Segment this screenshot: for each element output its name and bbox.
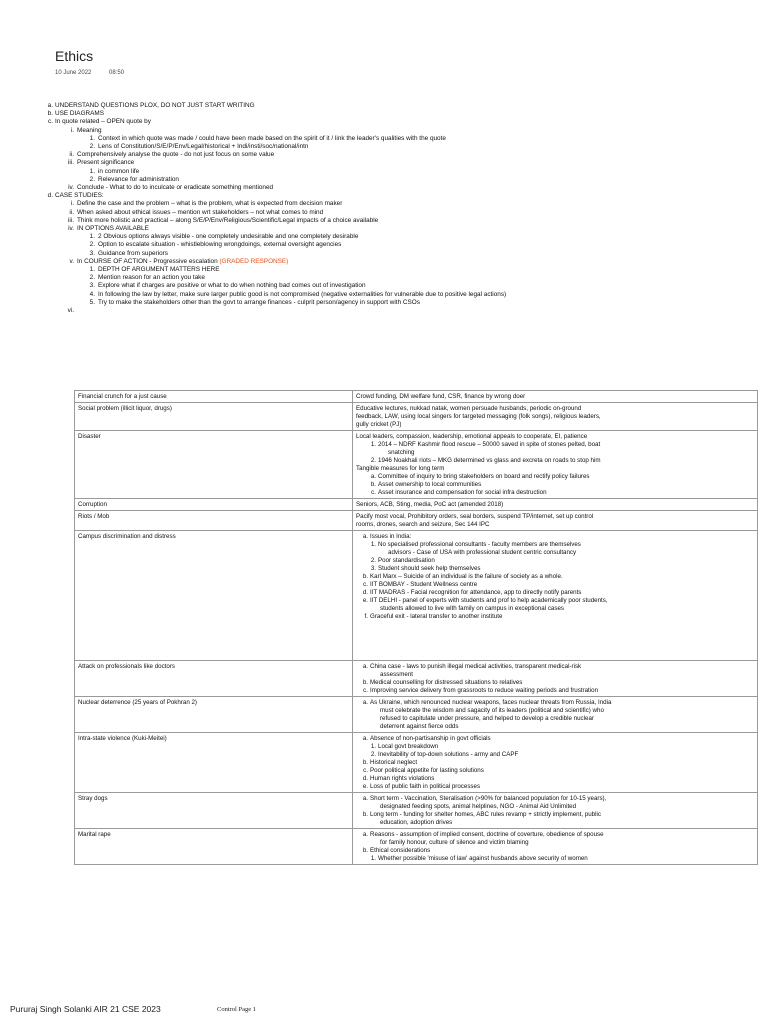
response-line — [356, 521, 754, 529]
line-text: Pacify most vocal, Prohibitory orders, seal borders, suspend TP/internet, set up control — [356, 512, 594, 520]
line-text: for family honour, culture of silence and victim blaming — [380, 838, 529, 846]
response-line — [356, 473, 754, 481]
line-text: rooms, drones, search and seizure, Sec 144 IPC — [356, 520, 490, 528]
response-line — [356, 513, 754, 521]
item-marker: 2. — [89, 274, 95, 282]
item-text: Context in which quote was made / could have been made based on the spirit of it / link the leader's qualities with the quote — [98, 134, 446, 142]
line-text: Reasons - assumption of implied consent, doctrine of coverture, obedience of spouse — [370, 830, 604, 838]
item-text: 2 Obvious options always visible - one completely undesirable and one completely desirable — [98, 233, 359, 241]
item-marker: 3. — [89, 249, 95, 257]
note-date: 10 June 2022 — [55, 70, 92, 76]
outline-item — [0, 200, 768, 208]
outline-item — [0, 233, 768, 241]
line-text: Medical counselling for distressed situations to relatives — [370, 678, 523, 686]
response-line — [356, 433, 754, 441]
item-marker: d. — [47, 192, 53, 200]
line-marker: b. — [362, 846, 368, 854]
response-line — [356, 421, 754, 429]
footer-page: Control Page 1 — [217, 1006, 256, 1013]
case-response-cell — [353, 511, 758, 531]
line-text: advisors - Case of USA with professional student centric consultancy — [388, 548, 577, 556]
line-text: Issues in India: — [370, 532, 412, 540]
case-response-cell — [353, 431, 758, 499]
case-response-cell — [353, 661, 758, 697]
response-line — [356, 501, 754, 509]
item-text: in common life — [98, 167, 140, 175]
outline-item — [0, 102, 768, 110]
outline-item — [0, 258, 768, 266]
table-row — [75, 531, 758, 661]
case-response-cell — [353, 829, 758, 865]
line-text: Local leaders, compassion, leadership, emotional appeals to cooperate, EI, patience — [356, 432, 588, 440]
table-row — [75, 511, 758, 531]
line-marker: b. — [362, 758, 368, 766]
outline-item — [0, 168, 768, 176]
outline-item — [0, 299, 768, 307]
graded-response-highlight: (GRADED RESPONSE) — [219, 257, 289, 265]
line-text: Improving service delivery from grassroots to reduce waiting periods and frustration — [370, 686, 599, 694]
response-line — [356, 687, 754, 695]
response-line — [356, 457, 754, 465]
line-text: 1946 Noakhali riots – MKG determined vs glass and excreta on roads to stop him — [378, 456, 601, 464]
item-marker: 3. — [89, 282, 95, 290]
line-text: must celebrate the wisdom and sagacity of its leaders (political and scientific) who — [380, 706, 604, 714]
line-text: Loss of public faith in political processes — [370, 782, 481, 790]
line-text: Karl Marx – Suicide of an individual is the failure of society as a whole. — [370, 572, 563, 580]
case-name-cell: Riots / Mob — [75, 511, 353, 531]
response-line — [356, 573, 754, 581]
line-text: China case - laws to punish illegal medical activities, transparent medical-risk — [370, 662, 582, 670]
item-text: Think more holistic and practical – along S/E/P/Env/Religious/Scientific/Legal impacts of a choice available — [77, 216, 379, 224]
line-text: feedback, LAW, using local singers for targeted messaging (folk songs), religious leaders, — [356, 412, 601, 420]
response-line — [356, 441, 754, 449]
response-line — [356, 819, 754, 827]
outline-item — [0, 176, 768, 184]
case-response-cell — [353, 531, 758, 661]
outline-item — [0, 151, 768, 159]
response-line — [356, 597, 754, 605]
item-marker: 1. — [89, 167, 95, 175]
item-marker: ii. — [69, 151, 74, 159]
outline-item — [0, 209, 768, 217]
item-marker: i. — [70, 200, 74, 208]
item-marker: 2. — [89, 175, 95, 183]
item-text: UNDERSTAND QUESTIONS PLOX, DO NOT JUST START WRITING — [55, 102, 255, 109]
response-line — [356, 541, 754, 549]
outline-item — [0, 274, 768, 282]
response-line — [356, 663, 754, 671]
table-row — [75, 829, 758, 865]
footer-author: Pururaj Singh Solanki AIR 21 CSE 2023 — [10, 1004, 161, 1014]
item-text: Option to escalate situation - whistleblowing wrongdoings, external oversight agencies — [98, 241, 342, 249]
item-text: Guidance from superiors — [98, 249, 168, 257]
item-marker: 1. — [89, 134, 95, 142]
case-response-cell — [353, 403, 758, 431]
response-line — [356, 589, 754, 597]
item-marker: 4. — [89, 290, 95, 298]
case-name-cell: Marital rape — [75, 829, 353, 865]
case-name-cell: Nuclear deterrence (25 years of Pokhran 2) — [75, 697, 353, 733]
table-row — [75, 793, 758, 829]
item-text: Relevance for administration — [98, 175, 179, 183]
line-text: Poor political appetite for lasting solutions — [370, 766, 484, 774]
response-line — [356, 565, 754, 573]
response-line — [356, 481, 754, 489]
line-marker: 3. — [370, 564, 376, 572]
line-marker: c. — [371, 488, 376, 496]
line-marker: f. — [364, 612, 368, 620]
response-line — [356, 735, 754, 743]
response-line — [356, 699, 754, 707]
line-text: Ethical considerations — [370, 846, 431, 854]
line-marker: a. — [362, 734, 368, 742]
response-line — [356, 549, 754, 557]
outline-item — [0, 217, 768, 225]
response-line — [356, 533, 754, 541]
item-marker: c. — [48, 118, 53, 126]
item-text: Comprehensively analyse the quote - do not just focus on some value — [77, 151, 275, 159]
response-line — [356, 581, 754, 589]
line-text: Graceful exit - lateral transfer to another institute — [370, 612, 503, 620]
case-study-table — [74, 390, 758, 865]
line-marker: a. — [362, 662, 368, 670]
outline-item — [0, 184, 768, 192]
line-marker: c. — [363, 686, 368, 694]
line-text: 2014 – NDRF Kashmir flood rescue – 50000 saved in spite of stones pelted, boat — [378, 440, 601, 448]
item-text: In quote related – OPEN quote by — [55, 118, 151, 126]
item-text: CASE STUDIES: — [55, 192, 104, 200]
line-text: Poor standardisation — [378, 556, 435, 564]
table-row — [75, 391, 758, 403]
item-marker: vi. — [67, 307, 74, 315]
response-line — [356, 613, 754, 621]
response-line — [356, 465, 754, 473]
line-text: As Ukraine, which renounced nuclear weapons, faces nuclear threats from Russia, India — [370, 698, 612, 706]
response-line — [356, 405, 754, 413]
item-text: In following the law by letter, make sure larger public good is not compromised (negative externalities for vulnerable due to positive legal actions) — [98, 290, 507, 298]
case-name-cell: Stray dogs — [75, 793, 353, 829]
item-marker: 2. — [89, 143, 95, 151]
case-name-cell: Financial crunch for a just cause — [75, 391, 353, 403]
item-marker: 1. — [89, 266, 95, 274]
case-response-cell — [353, 697, 758, 733]
table-row — [75, 431, 758, 499]
outline-item — [0, 127, 768, 135]
item-text: Present significance — [77, 159, 135, 167]
line-text: refused to capitulate under pressure, and helped to develop a credible nuclear — [380, 714, 594, 722]
item-text: When asked about ethical issues – mention wrt stakeholders – not what comes to mind — [77, 208, 324, 216]
line-text: Crowd funding, DM welfare fund, CSR, finance by wrong doer — [356, 392, 526, 400]
response-line — [356, 715, 754, 723]
line-text: No specialised professional consultants - faculty members are themselves — [378, 540, 581, 548]
case-name-cell: Attack on professionals like doctors — [75, 661, 353, 697]
note-meta — [55, 70, 140, 76]
item-text: USE DIAGRAMS — [55, 110, 105, 118]
page-title: Ethics — [55, 48, 94, 64]
response-line — [356, 831, 754, 839]
table-row — [75, 499, 758, 511]
response-line — [356, 847, 754, 855]
line-marker: a. — [370, 472, 376, 480]
line-text: IIT DELHI - panel of experts with students and prof to help academically poor students, — [370, 596, 608, 604]
item-marker: v. — [69, 257, 74, 265]
item-text: Mention reason for an action you take — [98, 274, 205, 282]
line-text: Human rights violations — [370, 774, 435, 782]
table-row — [75, 403, 758, 431]
case-response-cell — [353, 391, 758, 403]
line-text: Long term - funding for shelter homes, ABC rules revamp + strictly implement, public — [370, 810, 601, 818]
item-marker: 1. — [89, 233, 95, 241]
line-text: Committee of inquiry to bring stakeholders on board and rectify policy failures — [378, 472, 590, 480]
line-marker: b. — [362, 810, 368, 818]
outline-item — [0, 225, 768, 233]
response-line — [356, 557, 754, 565]
line-marker: 2. — [370, 750, 376, 758]
line-marker: a. — [362, 794, 368, 802]
case-response-cell — [353, 793, 758, 829]
line-text: Asset insurance and compensation for social infra destruction — [378, 488, 547, 496]
response-line — [356, 413, 754, 421]
item-marker: ii. — [69, 208, 74, 216]
case-response-cell — [353, 499, 758, 511]
response-line — [356, 723, 754, 731]
line-text: gully cricket (PJ) — [356, 420, 402, 428]
response-line — [356, 449, 754, 457]
line-marker: c. — [363, 580, 368, 588]
case-name-cell: Corruption — [75, 499, 353, 511]
response-line — [356, 783, 754, 791]
outline-item — [0, 282, 768, 290]
line-marker: a. — [362, 830, 368, 838]
outline-item — [0, 291, 768, 299]
line-marker: a. — [362, 532, 368, 540]
item-marker: a. — [47, 102, 53, 109]
table-row — [75, 733, 758, 793]
response-line — [356, 795, 754, 803]
response-line — [356, 751, 754, 759]
item-text: Define the case and the problem – what is the problem, what is expected from decision maker — [77, 200, 343, 208]
line-text: Educative lectures, nukkad natak, women persuade husbands, periodic on-ground — [356, 404, 582, 412]
response-line — [356, 811, 754, 819]
item-marker: 5. — [89, 298, 95, 306]
response-line — [356, 707, 754, 715]
response-line — [356, 803, 754, 811]
case-name-cell: Social problem (illicit liquor, drugs) — [75, 403, 353, 431]
line-marker: e. — [362, 596, 368, 604]
line-text: Short term - Vaccination, Steralisation (>90% for balanced population for 10-15 years), — [370, 794, 607, 802]
line-marker: 1. — [370, 440, 376, 448]
line-text: snatching — [388, 448, 415, 456]
item-marker: iii. — [67, 216, 74, 224]
case-name-cell: Disaster — [75, 431, 353, 499]
outline-item — [0, 250, 768, 258]
line-text: Seniors, ACB, Sting, media, PoC act (amended 2018) — [356, 500, 504, 508]
response-line — [356, 855, 754, 863]
response-line — [356, 759, 754, 767]
response-line — [356, 839, 754, 847]
line-text: deterrent against fierce odds — [380, 722, 459, 730]
item-text: Explore what if charges are positive or what to do when nothing bad comes out of investigation — [98, 282, 366, 290]
item-text: Meaning — [77, 126, 102, 134]
line-marker: 2. — [370, 456, 376, 464]
outline-item — [0, 159, 768, 167]
line-text: Whether possible 'misuse of law' against husbands above security of women — [378, 854, 588, 862]
line-marker: e. — [362, 782, 368, 790]
line-marker: 1. — [370, 854, 376, 862]
item-marker: b. — [47, 110, 53, 118]
line-marker: a. — [362, 698, 368, 706]
response-line — [356, 489, 754, 497]
outline-item — [0, 192, 768, 200]
item-text: DEPTH OF ARGUMENT MATTERS HERE — [98, 266, 220, 274]
outline-item — [0, 118, 768, 126]
line-marker: 1. — [370, 540, 376, 548]
outline-item — [0, 143, 768, 151]
item-marker: 2. — [89, 241, 95, 249]
item-marker: iii. — [67, 159, 74, 167]
item-marker: i. — [70, 126, 74, 134]
table-row — [75, 661, 758, 697]
outline-list — [0, 102, 768, 315]
line-text: Asset ownership to local communities — [378, 480, 482, 488]
line-text: students allowed to live with family on campus in exceptional cases — [380, 604, 564, 612]
item-text: In COURSE OF ACTION - Progressive escalation — [77, 257, 220, 265]
line-text: IIT BOMBAY - Student Wellness centre — [370, 580, 478, 588]
item-text: IN OPTIONS AVAILABLE — [77, 225, 149, 233]
line-text: IIT MADRAS - Facial recognition for attendance, app to directly notify parents — [370, 588, 582, 596]
response-line — [356, 679, 754, 687]
line-text: Student should seek help themselves — [378, 564, 481, 572]
line-text: Historical neglect — [370, 758, 418, 766]
line-text: Absence of non-partisanship in govt officials — [370, 734, 491, 742]
response-line — [356, 605, 754, 613]
line-marker: b. — [370, 480, 376, 488]
case-name-cell: Campus discrimination and distress — [75, 531, 353, 661]
line-marker: 1. — [370, 742, 376, 750]
line-text: assessment — [380, 670, 414, 678]
outline-item — [0, 241, 768, 249]
line-marker: b. — [362, 678, 368, 686]
line-marker: c. — [363, 766, 368, 774]
line-text: education, adoption drives — [380, 818, 453, 826]
item-text: Lens of Constitution/S/E/P/Env/Legal/historical + Indi/insti/soc/national/intn — [98, 143, 309, 151]
item-marker: iv. — [68, 225, 74, 233]
case-response-cell — [353, 733, 758, 793]
outline-item — [0, 135, 768, 143]
line-marker: d. — [362, 588, 368, 596]
response-line — [356, 775, 754, 783]
line-text: Tangible measures for long term — [356, 464, 445, 472]
item-marker: iv. — [68, 184, 74, 192]
case-name-cell: Intra-state violence (Kuki-Meitei) — [75, 733, 353, 793]
outline-item — [0, 110, 768, 118]
item-text: Try to make the stakeholders other than the govt to arrange finances - culprit person/agency in support with CSOs — [98, 298, 420, 306]
outline-item — [0, 266, 768, 274]
line-text: designated feeding spots, animal helplines, NGO - Animal Aid Unlimited — [380, 802, 577, 810]
line-marker: d. — [362, 774, 368, 782]
line-marker: 2. — [370, 556, 376, 564]
item-text: Conclude - What to do to inculcate or eradicate something mentioned — [77, 184, 274, 192]
table-row — [75, 697, 758, 733]
line-text: Inevitability of top-down solutions - army and CAPF — [378, 750, 519, 758]
response-line — [356, 393, 754, 401]
response-line — [356, 671, 754, 679]
response-line — [356, 743, 754, 751]
note-time: 08:50 — [109, 70, 125, 76]
line-text: Local govt breakdown — [378, 742, 439, 750]
response-line — [356, 767, 754, 775]
line-marker: b. — [362, 572, 368, 580]
